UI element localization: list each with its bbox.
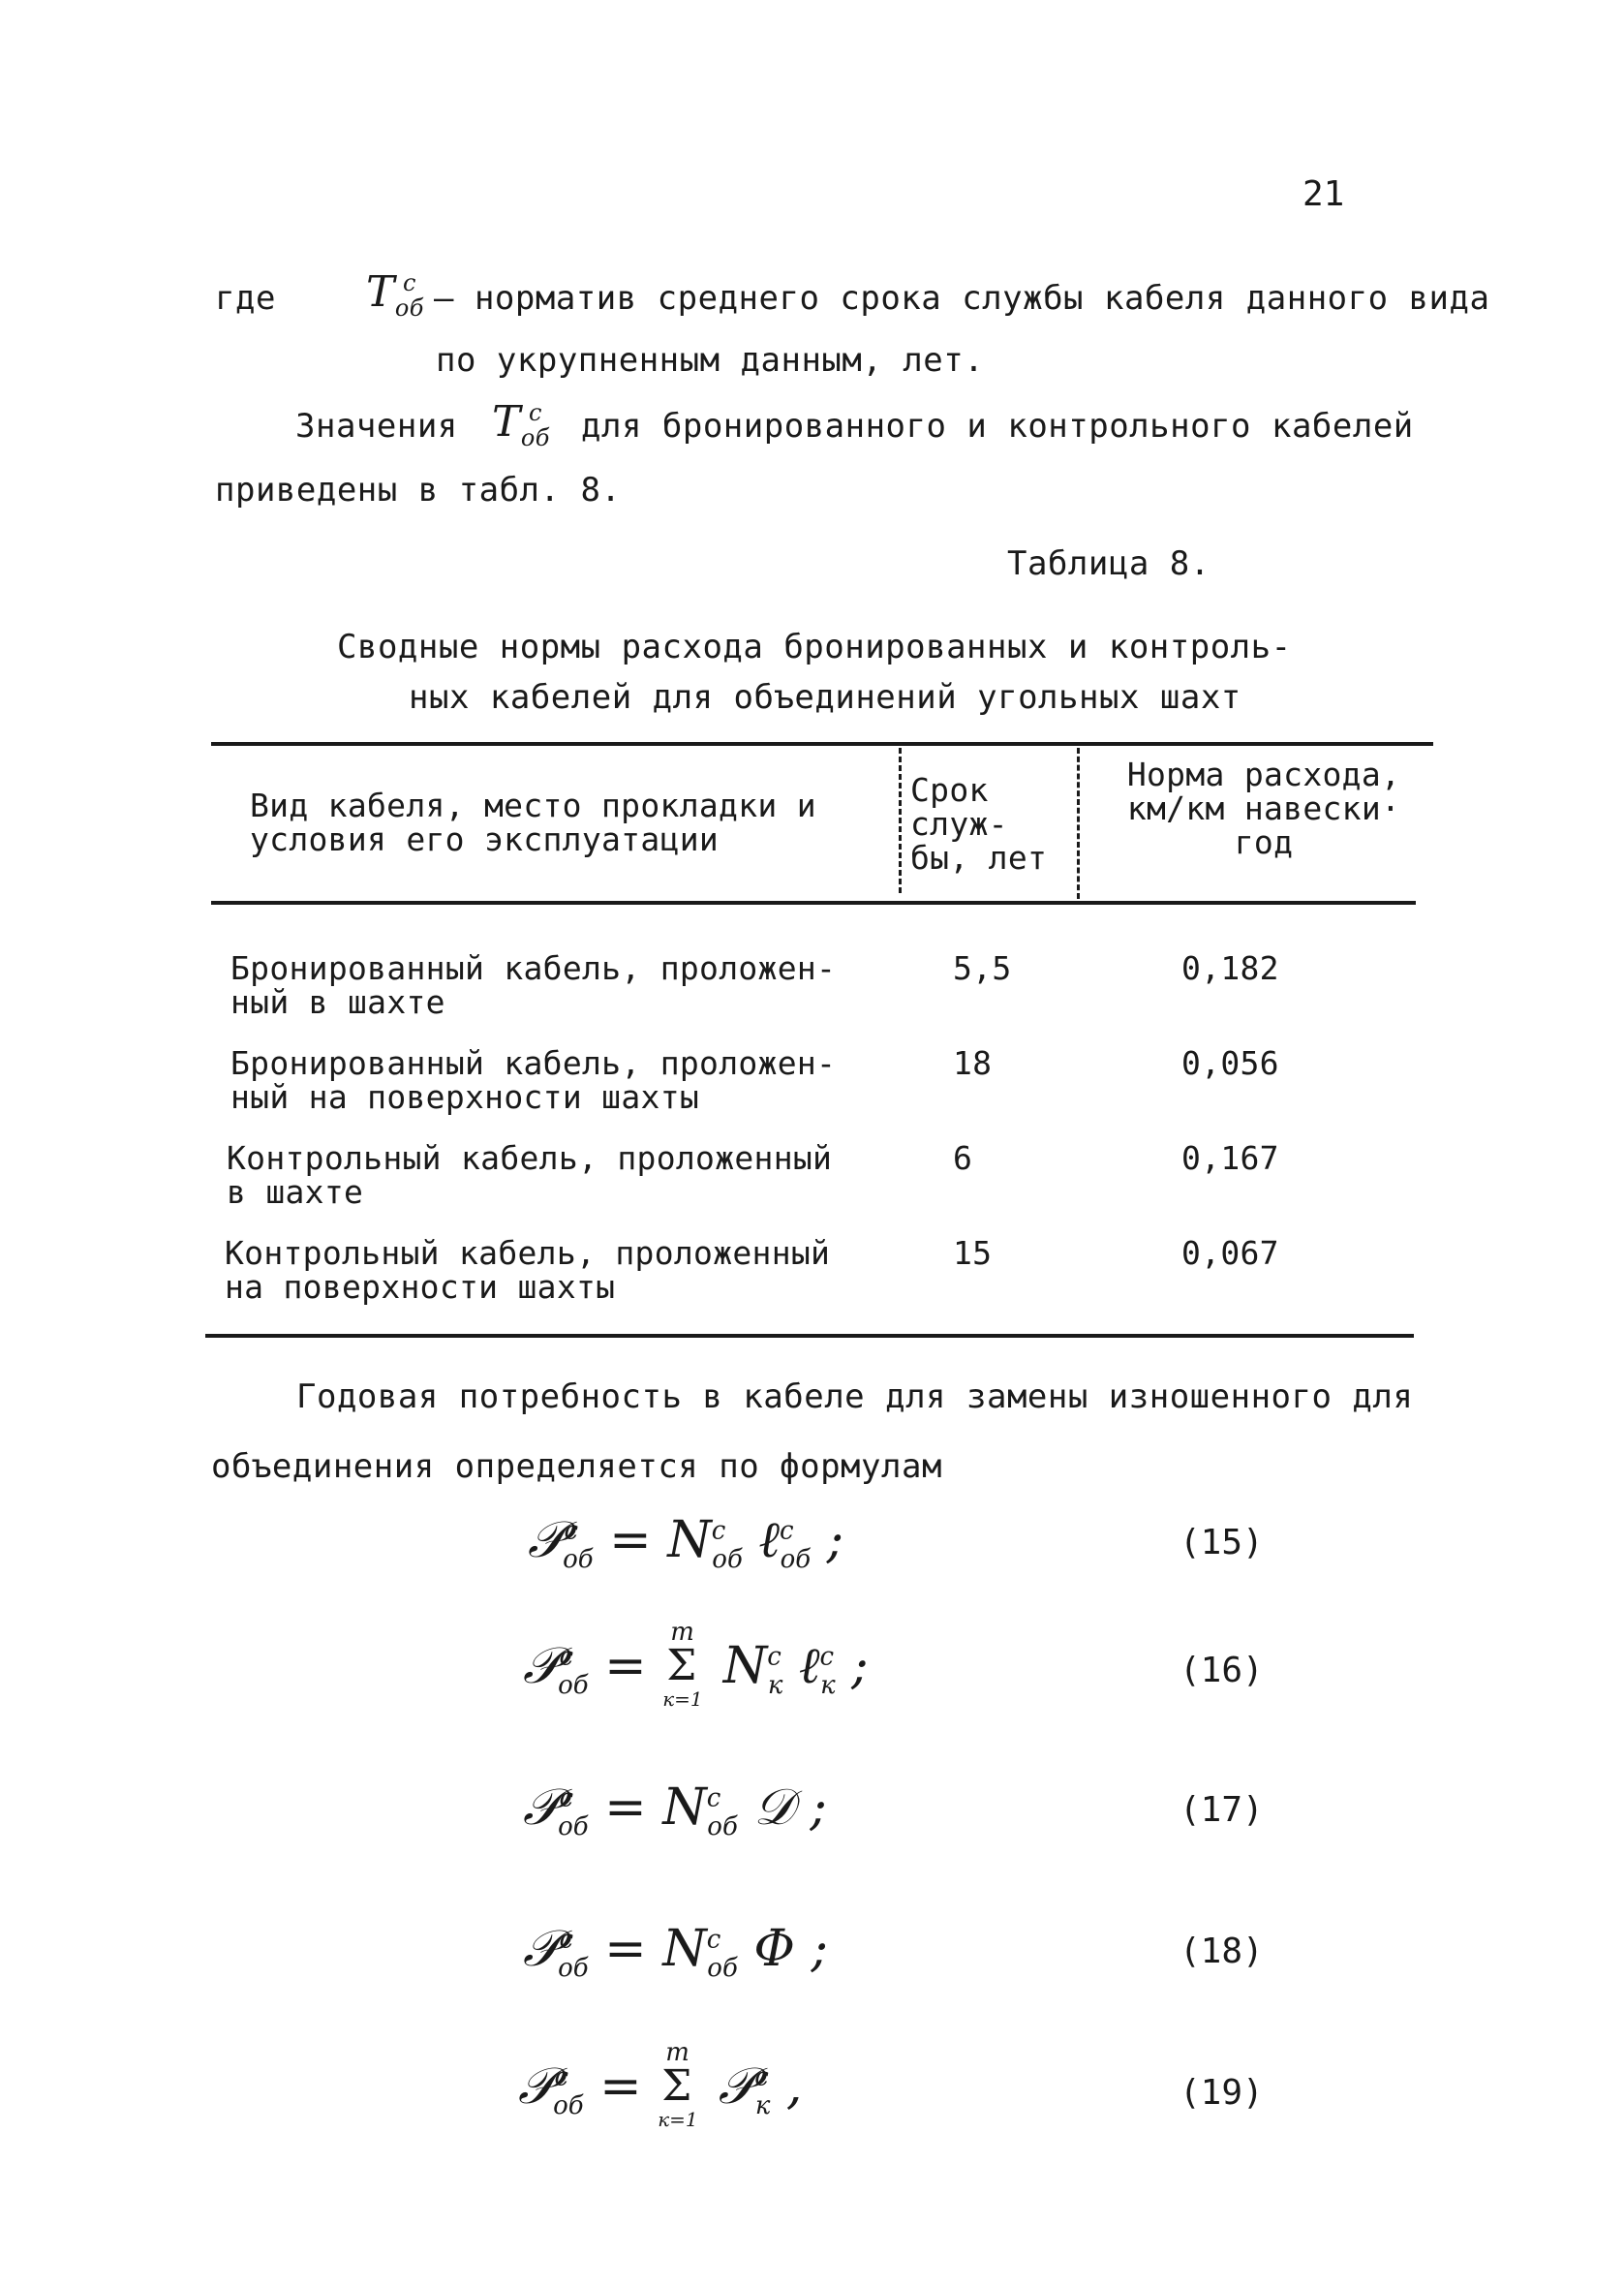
table-title-line-2: ных кабелей для объединений угольных шахт — [409, 678, 1241, 717]
formula-number: (16) — [1180, 1651, 1264, 1690]
definition-line-2: по укрупненным данным, лет. — [436, 341, 985, 380]
formula-15: 𝒫$^c_{об}$ = $N^c_{об}$ ℓ$^c_{об}$ ; — [528, 1511, 844, 1575]
values-lead: Значения — [295, 407, 458, 446]
header-kind: Вид кабеля, место прокладки и условия его эксплуатации — [250, 787, 816, 858]
formula-number: (18) — [1180, 1932, 1264, 1971]
row-norm: 0,182 — [1181, 949, 1279, 987]
t-ob-symbol-2: $T_{об}^c$ — [492, 397, 550, 451]
row-term: 5,5 — [953, 949, 1012, 987]
after-text-line-1: Годовая потребность в кабеле для замены изношенного для — [296, 1377, 1414, 1416]
row-norm: 0,067 — [1181, 1234, 1279, 1272]
row-norm: 0,167 — [1181, 1139, 1279, 1177]
row-term: 15 — [953, 1234, 993, 1272]
header-term: Срок служ- бы, лет — [910, 771, 1048, 877]
formula-18: 𝒫$^c_{об}$ = $N^c_{об}$ Φ ; — [523, 1920, 829, 1984]
header-separator-1 — [899, 748, 902, 893]
values-line-2: приведены в табл. 8. — [215, 471, 622, 510]
table-row: Бронированный кабель, проложен- ный в шахте — [230, 949, 837, 1021]
formula-number: (19) — [1180, 2073, 1264, 2113]
values-tail: для бронированного и контрольного кабелей — [581, 407, 1414, 446]
where-word: где — [215, 279, 276, 318]
page-number: 21 — [1302, 174, 1345, 214]
table-row: Контрольный кабель, проложенный на поверхности шахты — [225, 1234, 831, 1306]
formula-17: 𝒫$^c_{об}$ = $N^c_{об}$ 𝒟 ; — [523, 1778, 827, 1842]
row-norm: 0,056 — [1181, 1044, 1279, 1082]
table-header-rule — [211, 901, 1416, 905]
row-term: 18 — [953, 1044, 993, 1082]
header-separator-2 — [1077, 748, 1080, 899]
t-ob-symbol: $T_{об}^c$ — [366, 267, 424, 322]
definition-line-1: – норматив среднего срока службы кабеля данного вида — [434, 279, 1490, 318]
table-title-line-1: Сводные нормы расхода бронированных и контроль- — [337, 628, 1292, 666]
header-norm: Норма расхода, км/км навески· год — [1126, 756, 1401, 861]
after-text-line-2: объединения определяется по формулам — [211, 1447, 942, 1486]
formula-number: (15) — [1180, 1523, 1264, 1562]
table-row: Бронированный кабель, проложен- ный на поверхности шахты — [230, 1044, 837, 1116]
formula-16: 𝒫$^c_{об}$ = m Σ к=1 $N^c_к$ ℓ$^c_к$ ; — [523, 1617, 869, 1711]
formula-number: (17) — [1180, 1790, 1264, 1830]
table-bottom-rule — [205, 1334, 1414, 1338]
table-label: Таблица 8. — [1007, 544, 1210, 583]
formula-19: 𝒫$^c_{об}$ = m Σ к=1 𝒫$^c_к$ , — [518, 2037, 803, 2131]
row-term: 6 — [953, 1139, 973, 1177]
table-top-rule — [211, 742, 1433, 746]
table-row: Контрольный кабель, проложенный в шахте — [227, 1139, 833, 1211]
